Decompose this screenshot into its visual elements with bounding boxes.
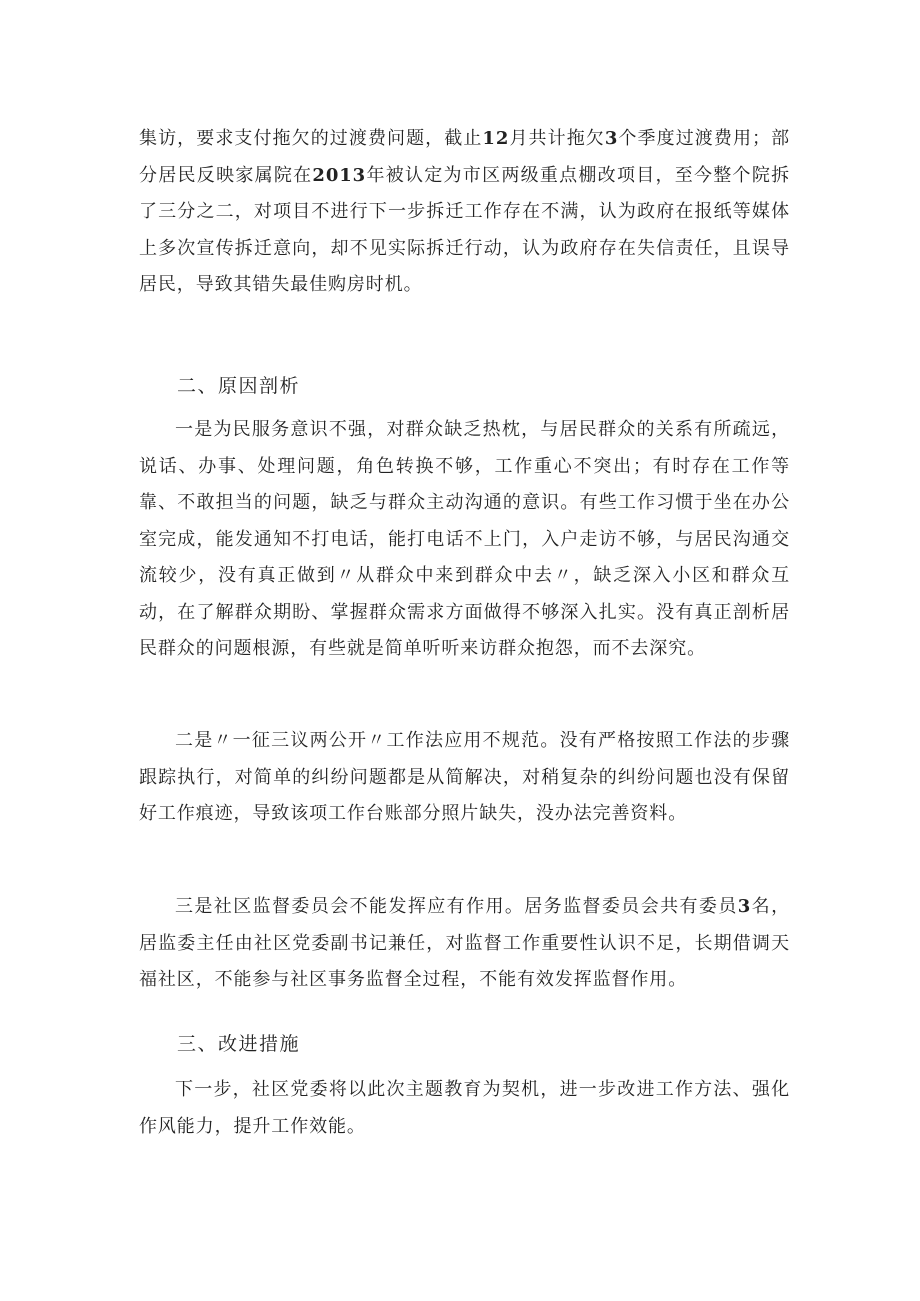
section-heading-cause-analysis: 二、原因剖析 — [177, 375, 301, 397]
number-run: 3 — [737, 896, 752, 917]
number-run: 12 — [482, 128, 510, 149]
number-run: 3 — [604, 128, 619, 149]
text-run: 月共计拖欠 — [509, 128, 605, 149]
text-run: 个季度过渡费用；部分居民反映家属院在 — [139, 128, 791, 186]
paragraph-cause-two: 二是〃一征三议两公开〃工作法应用不规范。没有严格按照工作法的步骤跟踪执行，对简单的纠纷问题都是从简解决，对稍复杂的纠纷问题也没有保留好工作痕迹，导致该项工作台账部分照片缺失，没办法完善资料。 — [139, 730, 790, 824]
number-run: 2013 — [312, 164, 367, 186]
text-run: 名，居监委主任由社区党委副书记兼任，对监督工作重要性认识不足，长期借调天福社区，不能参与社区事务监督全过程，不能有效发挥监督作用。 — [139, 896, 790, 990]
text-run: 三是社区监督委员会不能发挥应有作用。居务监督委员会共有委员 — [175, 896, 738, 917]
text-run: 年被认定为市区两级重点棚改项目，至今整个院拆了三分之二，对项目不进行下一步拆迁工作存在不满，认为政府在报纸等媒体上多次宣传拆迁意向，却不见实际拆迁行动，认为政府存在失信责任，且误导居民，导致其错失最佳购房时机。 — [139, 164, 790, 295]
paragraph-cause-one: 一是为民服务意识不强，对群众缺乏热枕，与居民群众的关系有所疏远，说话、办事、处理问题，角色转换不够，工作重心不突出；有时存在工作等靠、不敢担当的问题，缺乏与群众主动沟通的意识。有些工作习惯于坐在办公室完成，能发通知不打电话，能打电话不上门，入户走访不够，与居民沟通交流较少，没有真正做到〃从群众中来到群众中去〃，缺乏深入小区和群众互动，在了解群众期盼、掌握群众需求方面做得不够深入扎实。没有真正剖析居民群众的问题根源，有些就是简单听听来访群众抱怨，而不去深究。 — [139, 419, 790, 659]
section-heading-improvement-measures: 三、改进措施 — [177, 1033, 301, 1055]
text-run: 集访，要求支付拖欠的过渡费问题，截止 — [139, 128, 483, 149]
paragraph-next-step: 下一步，社区党委将以此次主题教育为契机，进一步改进工作方法、强化作风能力，提升工作效能。 — [139, 1079, 790, 1137]
paragraph-cause-three — [139, 889, 790, 999]
paragraph-petition-issue — [139, 121, 790, 304]
